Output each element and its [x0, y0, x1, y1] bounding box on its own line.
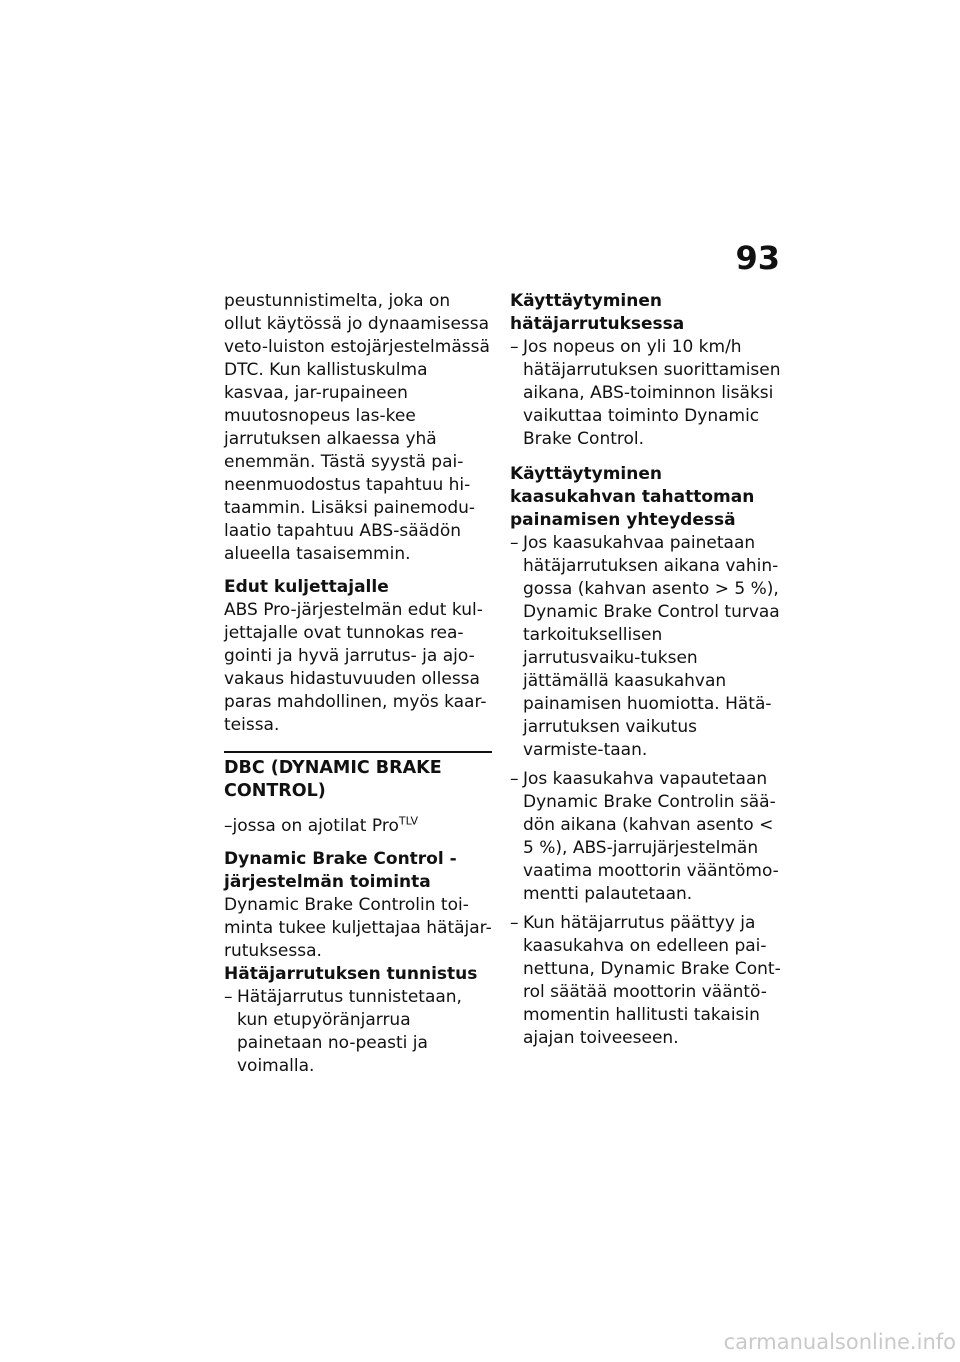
detection-heading: Hätäjarrutuksen tunnistus — [224, 964, 478, 984]
list-item — [510, 336, 782, 451]
section-divider — [224, 751, 492, 753]
intro-paragraph: peustunnistimelta, joka on ollut käytössä jo dynaamisessa veto-luiston estojärjestelmässä DTC. Kun kallistuskulma kasvaa, jar-rupaineen muutosnopeus las-kee jarrutuksen alkaessa yhä enemmän. Tästä syystä pai-neenmuodostus tapahtuu hi-taammin. Lisäksi painemodu-laatio tapahtuu ABS-säädön alueella tasaisemmin. — [224, 291, 490, 564]
list-item-text: Kun hätäjarrutus päättyy ja kaasukahva on edelleen pai-nettuna, Dynamic Brake Cont-rol säätää moottorin vääntö-momentin hallitusti takaisin ajajan toiveeseen. — [523, 913, 781, 1048]
list-item — [224, 986, 492, 1078]
list-dash: – — [510, 337, 519, 357]
list-item-text: Hätäjarrutus tunnistetaan, kun etupyöränjarrua painetaan no-peasti ja voimalla. — [237, 987, 462, 1076]
list-item-text: Jos nopeus on yli 10 km/h hätäjarrutuksen suorittamisen aikana, ABS-toiminnon lisäksi vaikuttaa toiminto Dynamic Brake Control. — [523, 337, 781, 449]
function-heading: Dynamic Brake Control -järjestelmän toiminta — [224, 849, 457, 892]
left-column — [224, 290, 492, 1084]
list-dash: – — [510, 913, 519, 933]
throttle-heading: Käyttäytyminen kaasukahvan tahattoman painamisen yhteydessä — [510, 464, 755, 530]
behavior-heading: Käyttäytyminen hätäjarrutuksessa — [510, 291, 685, 334]
function-paragraph: Dynamic Brake Controlin toi-minta tukee kuljettajaa hätäjar-rutuksessa. — [224, 895, 492, 961]
list-dash: – — [224, 987, 233, 1007]
section-note-text: –jossa on ajotilat Pro — [224, 816, 399, 836]
list-item-text: Jos kaasukahva vapautetaan Dynamic Brake Controlin sää-dön aikana (kahvan asento < 5 %), ABS-jarrujärjestelmän vaatima moottorin vääntömo-mentti palautetaan. — [523, 769, 779, 904]
list-dash: – — [510, 533, 519, 553]
section-note-superscript: TLV — [398, 814, 419, 828]
watermark-text: carmanualsonline.info — [723, 1330, 956, 1354]
list-item-text: Jos kaasukahvaa painetaan hätäjarrutuksen aikana vahin-gossa (kahvan asento > 5 %), Dynamic Brake Control turvaa tarkoituksellisen jarrutusvaiku-tuksen jättämällä kaasukahvan painamisen huomiotta. Hätä-jarrutuksen vaikutus varmiste-taan. — [523, 533, 780, 760]
list-item — [510, 768, 782, 906]
list-dash: – — [510, 769, 519, 789]
benefits-paragraph: ABS Pro-järjestelmän edut kul-jettajalle ovat tunnokas rea-gointi ja hyvä jarrutus- ja ajo-vakaus hidastuvuuden ollessa paras mahdollinen, myös kaar-teissa. — [224, 600, 487, 735]
list-item — [510, 532, 782, 762]
page-number: 93 — [735, 239, 780, 277]
section-note — [224, 815, 492, 838]
section-title: DBC (DYNAMIC BRAKE CONTROL) — [224, 758, 442, 801]
list-item — [510, 912, 782, 1050]
benefits-heading: Edut kuljettajalle — [224, 577, 389, 597]
right-column — [510, 290, 782, 1056]
